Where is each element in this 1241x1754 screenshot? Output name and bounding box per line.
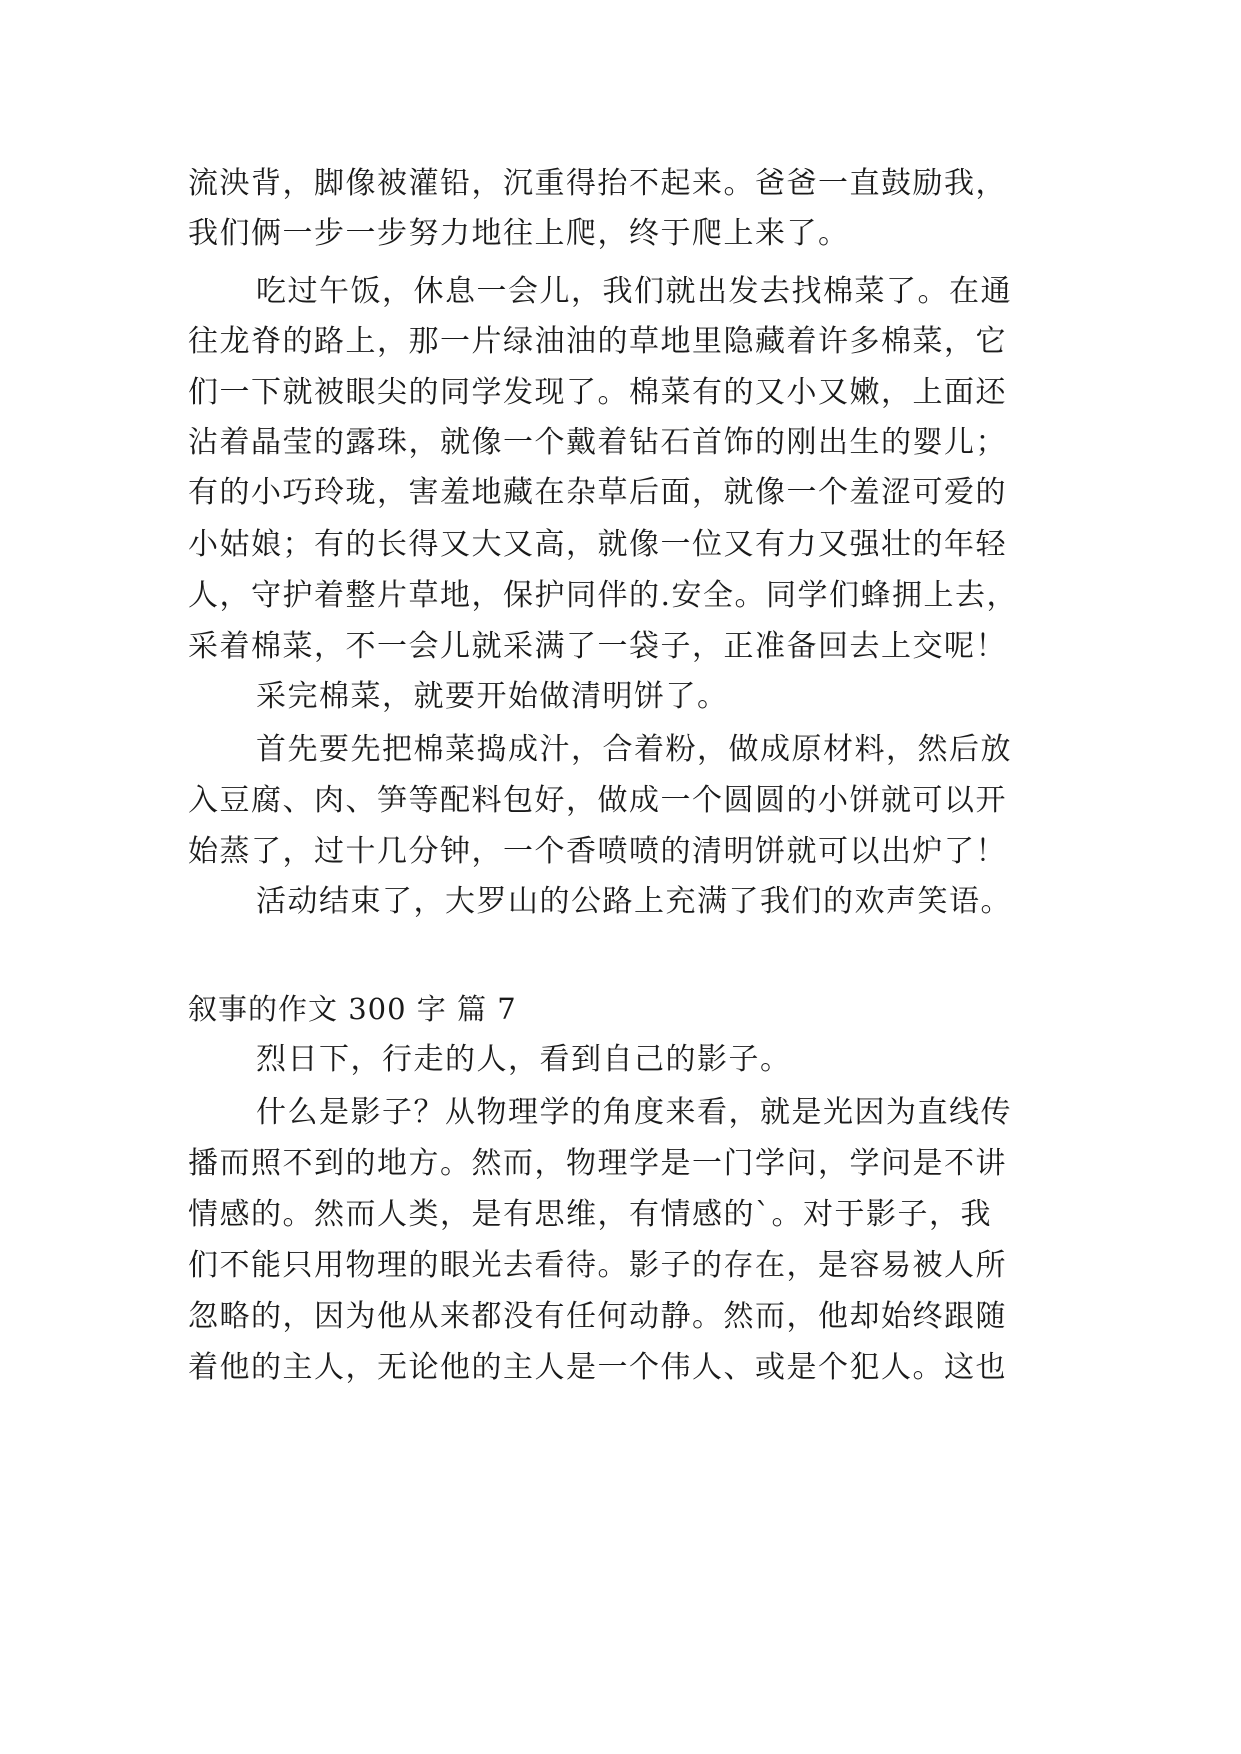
paragraph-line: 小姑娘；有的长得又大又高，就像一位又有力又强壮的年轻 <box>188 527 1007 562</box>
paragraph-line: 们一下就被眼尖的同学发现了。棉菜有的又小又嫩，上面还 <box>188 375 1007 410</box>
paragraph-line: 采着棉菜，不一会儿就采满了一袋子，正准备回去上交呢！ <box>188 629 1007 664</box>
paragraph-line: 首先要先把棉菜捣成汁，合着粉，做成原材料，然后放 <box>256 732 1012 767</box>
paragraph-line: 什么是影子？从物理学的角度来看，就是光因为直线传 <box>256 1095 1012 1130</box>
paragraph-line: 我们俩一步一步努力地往上爬，终于爬上来了。 <box>188 216 850 251</box>
paragraph-line: 人，守护着整片草地，保护同伴的.安全。同学们蜂拥上去， <box>188 578 1019 613</box>
paragraph-line: 采完棉菜，就要开始做清明饼了。 <box>256 679 729 714</box>
paragraph-line: 往龙脊的路上，那一片绿油油的草地里隐藏着许多棉菜，它 <box>188 324 1007 359</box>
paragraph-line: 沾着晶莹的露珠，就像一个戴着钻石首饰的刚出生的婴儿； <box>188 425 1007 460</box>
paragraph-line: 烈日下，行走的人，看到自己的影子。 <box>256 1042 792 1077</box>
paragraph-line: 着他的主人，无论他的主人是一个伟人、或是个犯人。这也 <box>188 1350 1007 1385</box>
paragraph-line: 忽略的，因为他从来都没有任何动静。然而，他却始终跟随 <box>188 1299 1007 1334</box>
paragraph-line: 播而照不到的地方。然而，物理学是一门学问，学问是不讲 <box>188 1146 1007 1181</box>
paragraph-line: 始蒸了，过十几分钟，一个香喷喷的清明饼就可以出炉了！ <box>188 834 1007 869</box>
paragraph-line: 们不能只用物理的眼光去看待。影子的存在，是容易被人所 <box>188 1248 1007 1283</box>
paragraph-line: 入豆腐、肉、笋等配料包好，做成一个圆圆的小饼就可以开 <box>188 783 1007 818</box>
paragraph-line: 情感的。然而人类，是有思维，有情感的`。对于影子，我 <box>188 1197 992 1232</box>
paragraph-line: 活动结束了，大罗山的公路上充满了我们的欢声笑语。 <box>256 884 1012 919</box>
section-heading: 叙事的作文 300 字 篇 7 <box>188 992 517 1026</box>
paragraph-line: 吃过午饭，休息一会儿，我们就出发去找棉菜了。在通 <box>256 274 1012 309</box>
paragraph-line: 流泱背，脚像被灌铅，沉重得抬不起来。爸爸一直鼓励我， <box>188 166 1007 201</box>
paragraph-line: 有的小巧玲珑，害羞地藏在杂草后面，就像一个羞涩可爱的 <box>188 475 1007 510</box>
